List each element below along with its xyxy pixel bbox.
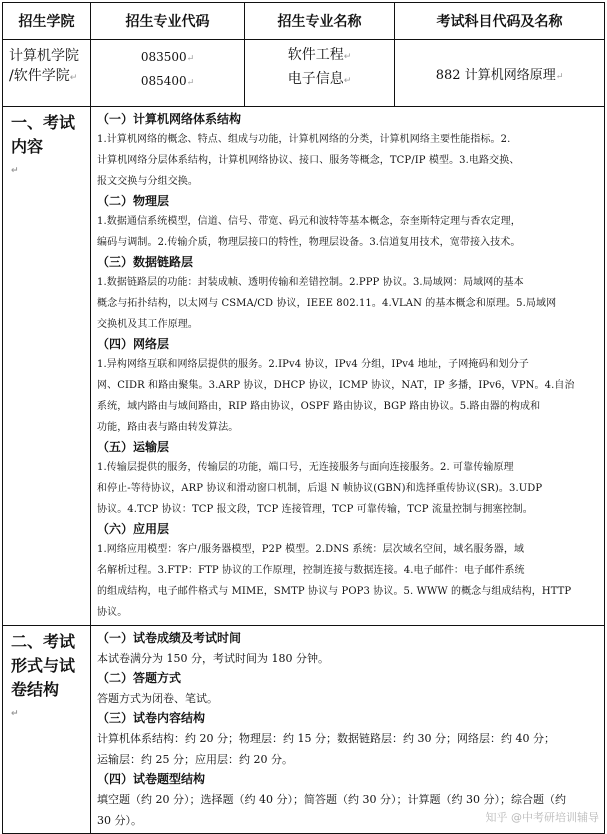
section1-title: 一、考试 内容 ↵ [3, 107, 91, 626]
s1-heading-2: （二）物理层 [97, 194, 170, 208]
syllabus-table [2, 2, 605, 834]
s2-heading-3: （三）试卷内容结构 [97, 711, 206, 725]
section1-row [3, 107, 605, 626]
s1-block-6: （六）应用层 1.网络应用模型：客户/服务器模型，P2P 模型。2.DNS 系统：层次域名空间，域名服务器，域 名解析过程。3.FTP：FTP 协议的工作原理，控制连接与数据连接。4.电子邮件：电子邮件系统 的组成结构，电子邮件格式与 MIME，SMTP 协议与 POP3 协议。5. WWW 的概念与组成结构，HTTP 协议。 [97, 520, 600, 623]
major-name-1: 软件工程↵ [287, 47, 352, 63]
header-row [3, 3, 605, 40]
exam-subject-cell: 882 计算机网络原理↵ [395, 40, 605, 107]
s2-heading-2: （二）答题方式 [97, 671, 182, 685]
header-major-name: 招生专业名称 [245, 3, 395, 40]
s2-block-1: （一）试卷成绩及考试时间 本试卷满分为 150 分，考试时间为 180 分钟。 [97, 629, 600, 669]
s2-block-2: （二）答题方式 答题方式为闭卷、笔试。 [97, 669, 600, 709]
exam-subject: 882 计算机网络原理 [435, 67, 556, 83]
s1-block-1: （一）计算机网络体系结构 1.计算机网络的概念、特点、组成与功能，计算机网络的分类，计算机网络主要性能指标。2. 计算机网络分层体系结构，计算机网络协议、接口、服务等概念，TCP/IP 模型。3.电路交换、 报文交换与分组交换。 [97, 110, 600, 192]
s1-heading-1: （一）计算机网络体系结构 [97, 112, 242, 126]
section2-row [3, 626, 605, 834]
section1-content [91, 107, 605, 626]
section2-title: 二、考试 形式与试 卷结构 ↵ [3, 626, 91, 834]
section2-content [91, 626, 605, 834]
major-code-2: 085400↵ [140, 74, 195, 88]
header-major-code: 招生专业代码 [91, 3, 245, 40]
s2-block-4: （四）试卷题型结构 填空题（约 20 分）；选择题（约 40 分）；简答题（约 30 分）；计算题（约 30 分）；综合题（约 30 分）。 [97, 770, 600, 831]
s2-block-3: （三）试卷内容结构 计算机体系结构：约 20 分；物理层：约 15 分；数据链路层：约 30 分；网络层：约 40 分； 运输层：约 25 分；应用层：约 20 分。 [97, 709, 600, 770]
s1-heading-5: （五）运输层 [97, 440, 170, 454]
s1-block-2: （二）物理层 1.数据通信系统模型，信道、信号、带宽、码元和波特等基本概念，奈奎斯特定理与香农定理， 编码与调制。2.传输介质，物理层接口的特性，物理层设备。3.信道复用技术，宽带接入技术。 [97, 192, 600, 253]
header-college: 招生学院 [3, 3, 91, 40]
watermark: 知乎 @中考研培训辅导 [485, 811, 599, 824]
major-code-1: 083500↵ [140, 50, 195, 64]
s1-heading-3: （三）数据链路层 [97, 255, 194, 269]
s1-heading-4: （四）网络层 [97, 337, 170, 351]
major-name-2: 电子信息↵ [287, 71, 352, 87]
s2-heading-1: （一）试卷成绩及考试时间 [97, 631, 242, 645]
s2-heading-4: （四）试卷题型结构 [97, 772, 206, 786]
header-exam-subject: 考试科目代码及名称 [395, 3, 605, 40]
s1-heading-6: （六）应用层 [97, 522, 170, 536]
major-name-cell [245, 40, 395, 107]
s1-block-4: （四）网络层 1.异构网络互联和网络层提供的服务。2.IPv4 协议，IPv4 分组，IPv4 地址，子网掩码和划分子 网、CIDR 和路由聚集。3.ARP 协议，DHCP 协议，ICMP 协议，NAT，IP 多播，IPv6，VPN。4.自治 系统，域内路由与域间路由，RIP 路由协议，OSPF 路由协议，BGP 路由协议。5.路由器的构成和 功能，路由表与路由转发算法。 [97, 335, 600, 438]
s1-block-3: （三）数据链路层 1.数据链路层的功能：封装成帧、透明传输和差错控制。2.PPP 协议。3.局域网：局域网的基本 概念与拓扑结构，以太网与 CSMA/CD 协议，IEEE 802.11。4.VLAN 的基本概念和原理。5.局域网 交换机及其工作原理。 [97, 253, 600, 335]
college-cell [3, 40, 91, 107]
info-row [3, 40, 605, 107]
college-line-1: 计算机学院 [9, 48, 79, 64]
college-line-2: /软件学院↵ [9, 68, 78, 84]
s1-block-5: （五）运输层 1.传输层提供的服务，传输层的功能，端口号，无连接服务与面向连接服务。2. 可靠传输原理 和停止-等待协议，ARP 协议和滑动窗口机制，后退 N 帧协议(GBN)和选择重传协议(SR)。3.UDP 协议。4.TCP 协议：TCP 报文段，TCP 连接管理，TCP 可靠传输，TCP 流量控制与拥塞控制。 [97, 438, 600, 520]
major-code-cell [91, 40, 245, 107]
